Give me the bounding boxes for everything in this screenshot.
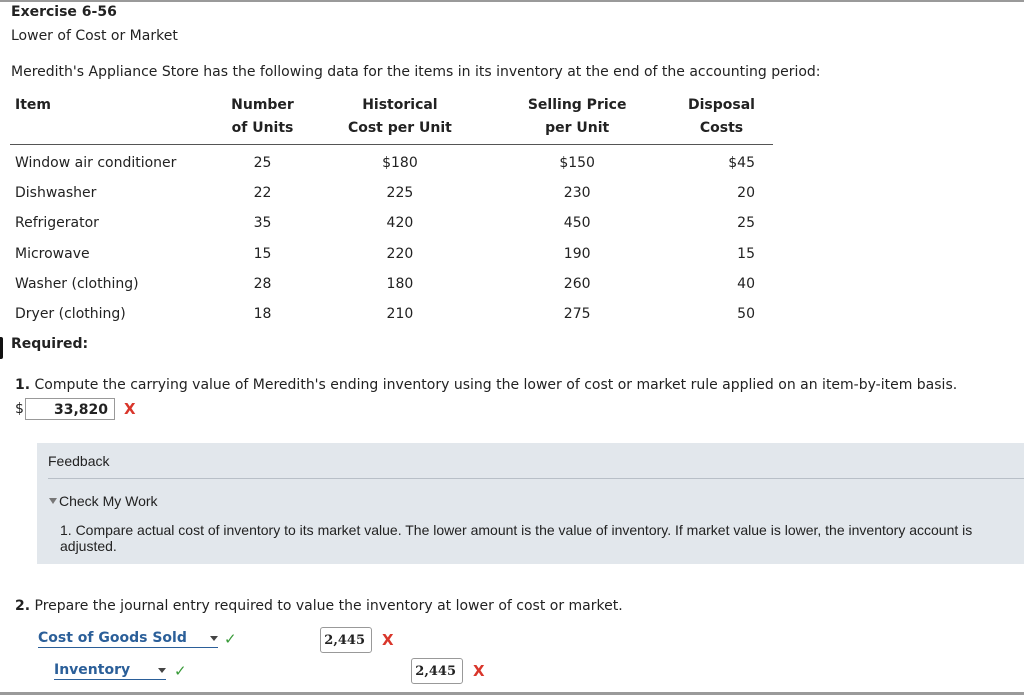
cell-cost: 420	[386, 215, 414, 232]
cell-disposal: 15	[737, 245, 755, 262]
header-item: Item	[15, 97, 51, 113]
cell-cost: 210	[386, 306, 414, 323]
header-units: Number of Units	[231, 97, 294, 136]
incorrect-icon: X	[473, 662, 485, 680]
header-cost: Historical Cost per Unit	[347, 97, 452, 136]
question-1-text: Compute the carrying value of Meredith's ending inventory using the lower of cost or market rule applied on an item-by-item basis.	[34, 377, 958, 393]
question-2	[15, 598, 623, 614]
cell-selling-price: 230	[563, 184, 591, 201]
cell-disposal: 20	[737, 184, 755, 201]
header-selling-price: Selling Price per Unit	[527, 97, 627, 136]
feedback-divider	[48, 478, 1024, 479]
credit-account-select[interactable]	[54, 662, 166, 680]
question-1	[15, 377, 957, 393]
table-row	[10, 178, 773, 208]
cell-cost: 225	[386, 184, 414, 201]
cell-units: 22	[253, 184, 272, 201]
focus-indicator	[0, 337, 3, 359]
debit-account-select[interactable]	[38, 630, 218, 648]
checkmark-icon: ✓	[224, 630, 237, 648]
debit-amount-input[interactable]: 2,445	[320, 627, 372, 653]
cell-units: 28	[253, 275, 272, 292]
top-divider	[0, 0, 1024, 2]
cell-item: Microwave	[15, 245, 90, 262]
required-heading: Required:	[11, 336, 89, 352]
cell-disposal: 40	[737, 275, 755, 292]
credit-account-value: Inventory	[54, 662, 131, 678]
cell-cost: $180	[382, 154, 418, 171]
question-2-text: Prepare the journal entry required to value the inventory at lower of cost or market.	[34, 598, 623, 614]
table-row	[10, 144, 773, 178]
cell-units: 25	[253, 154, 272, 171]
table-row	[10, 299, 773, 329]
credit-amount-input[interactable]: 2,445	[411, 658, 463, 684]
cell-item: Refrigerator	[15, 215, 99, 232]
incorrect-icon: X	[124, 400, 136, 418]
expand-triangle-icon	[49, 498, 57, 504]
question-1-number: 1.	[15, 377, 31, 393]
feedback-text: 1. Compare actual cost of inventory to its market value. The lower amount is the value of inventory. If market value is lower, the inventory account is adjusted.	[60, 522, 973, 554]
carrying-value-input[interactable]: 33,820	[25, 398, 115, 420]
currency-symbol: $	[15, 401, 24, 417]
cell-disposal: 50	[737, 306, 755, 323]
incorrect-icon: X	[382, 631, 394, 649]
chevron-down-icon	[210, 636, 218, 641]
cell-disposal: 25	[737, 215, 755, 232]
chevron-down-icon	[158, 668, 166, 673]
table-row	[10, 269, 773, 299]
header-disposal: Disposal Costs	[688, 97, 755, 136]
inventory-table	[10, 94, 773, 329]
cell-disposal: $45	[728, 154, 755, 171]
cell-cost: 220	[386, 245, 414, 262]
cell-item: Dryer (clothing)	[15, 306, 126, 323]
table-row	[10, 238, 773, 268]
cell-selling-price: 260	[563, 275, 591, 292]
feedback-panel	[37, 443, 1024, 564]
check-my-work-label: Check My Work	[59, 493, 158, 509]
exercise-subtitle: Lower of Cost or Market	[11, 28, 178, 44]
cell-cost: 180	[386, 275, 414, 292]
checkmark-icon: ✓	[174, 662, 187, 680]
exercise-intro: Meredith's Appliance Store has the following data for the items in its inventory at the end of the accounting period:	[11, 64, 821, 80]
debit-account-value: Cost of Goods Sold	[38, 630, 187, 646]
table-row	[10, 208, 773, 238]
cell-units: 15	[253, 245, 272, 262]
cell-selling-price: 190	[563, 245, 591, 262]
question-2-number: 2.	[15, 598, 31, 614]
exercise-title: Exercise 6-56	[11, 4, 117, 20]
cell-units: 18	[253, 306, 272, 323]
cell-units: 35	[253, 215, 272, 232]
cell-item: Washer (clothing)	[15, 275, 139, 292]
check-my-work-toggle[interactable]	[49, 493, 158, 509]
cell-selling-price: 275	[563, 306, 591, 323]
cell-item: Dishwasher	[15, 184, 97, 201]
table-header-row	[10, 94, 773, 144]
cell-selling-price: 450	[563, 215, 591, 232]
cell-selling-price: $150	[559, 154, 595, 171]
cell-item: Window air conditioner	[15, 154, 177, 171]
feedback-title: Feedback	[48, 453, 110, 469]
